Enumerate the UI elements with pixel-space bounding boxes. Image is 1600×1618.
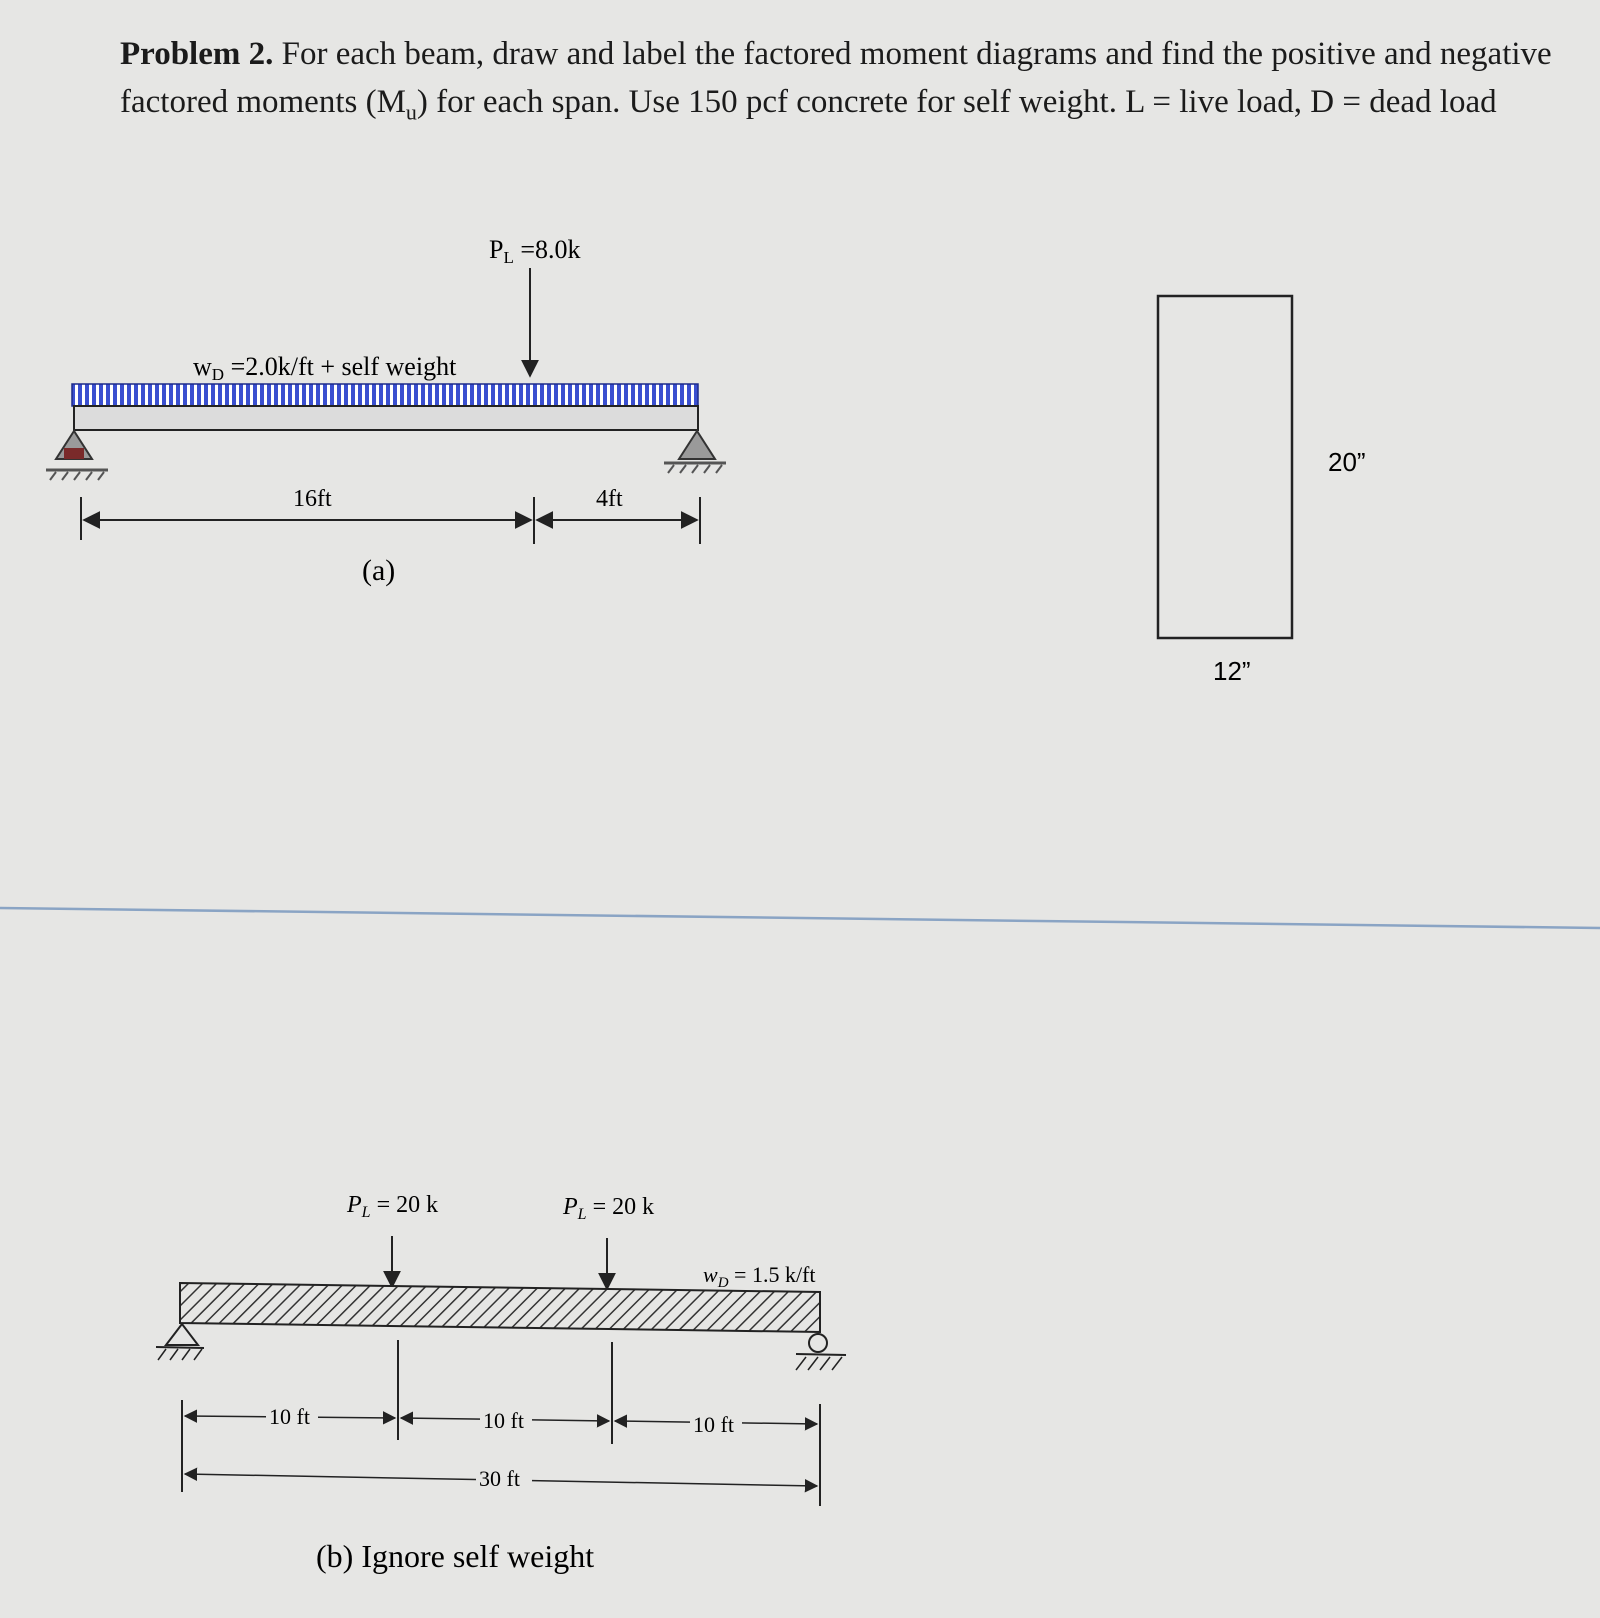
beam-b-member <box>180 1283 820 1332</box>
section-width-label: 12” <box>1213 656 1251 686</box>
problem-text-1: For each beam, draw and label the factored moment diagrams and find the positive and negative factored moments (M <box>120 36 1552 120</box>
beam-b-dim-3: 10 ft <box>693 1412 734 1437</box>
problem-heading: Problem 2. <box>120 36 274 72</box>
beam-b-dimensions <box>182 1340 820 1506</box>
beam-a-dimensions <box>81 486 700 544</box>
beam-a-member <box>74 406 698 430</box>
beam-a-left-support <box>46 431 108 480</box>
beam-b-dim-1: 10 ft <box>269 1404 310 1429</box>
beam-b-load1-label: $P_L = 20$ k <box>347 1192 439 1221</box>
beam-b-left-pin-support <box>156 1324 204 1360</box>
beam-a-caption: (a) <box>362 554 396 587</box>
beam-b-dim-total: 30 ft <box>479 1466 520 1491</box>
beam-a-right-support <box>664 431 726 473</box>
beam-b-caption: (b) Ignore self weight <box>316 1538 595 1574</box>
beam-a-point-load-label: PL =8.0k <box>489 235 581 267</box>
beam-b-diagram <box>156 1192 846 1574</box>
problem-text-2: ) for each span. Use 150 pcf concrete for self weight. L = live load, D = dead load <box>416 84 1497 120</box>
beam-a-dim-left: 16ft <box>293 486 332 512</box>
beam-a-diagram <box>46 235 726 587</box>
beam-b-dim-2: 10 ft <box>483 1408 524 1433</box>
beam-b-dist-load-label: $w_D = 1.5$ k/ft <box>703 1262 816 1291</box>
beam-a-distributed-load <box>72 384 698 406</box>
section-divider <box>0 908 1600 928</box>
cross-section-rectangle <box>1158 296 1292 638</box>
beam-b-load2-label: $P_L = 20$ k <box>563 1194 655 1223</box>
beam-b-right-roller-support <box>796 1334 846 1370</box>
cross-section <box>1158 296 1366 686</box>
beam-a-dim-right: 4ft <box>596 486 623 512</box>
problem-subscript: u <box>405 99 417 125</box>
beam-a-dist-load-label: wD =2.0k/ft + self weight <box>193 352 457 384</box>
section-height-label: 20” <box>1328 447 1366 477</box>
